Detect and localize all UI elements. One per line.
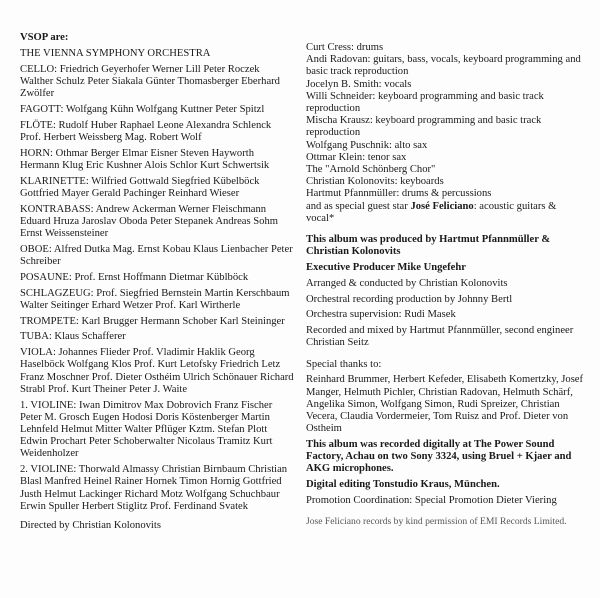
musician-line: Curt Cress: drums (306, 42, 384, 53)
section-viola: VIOLA: Johannes Flieder Prof. Vladimir Haklik Georg Haselböck Wolfgang Klos Prof. Kurt Letofsky Friedrich Letz Franz Moschner Prof. Dieter Osthéim Ulrich Schönauer Richard Strabl Prof. Kurt Theiner Peter J. Waite (20, 347, 294, 395)
produced-by: This album was produced by Hartmut Pfannmüller & Christian Kolonovits (306, 234, 551, 258)
digital-editing: Digital editing Tonstudio Kraus, München. (306, 479, 500, 491)
section-tuba: TUBA: Klaus Schafferer (20, 331, 126, 343)
special-guest-name: José Feliciano (410, 200, 474, 212)
section-posaune: POSAUNE: Prof. Ernst Hoffmann Dietmar Küblböck (20, 271, 249, 283)
directed-by: Directed by Christian Kolonovits (20, 520, 161, 532)
section-violine-2: 2. VIOLINE: Thorwald Almassy Christian Birnbaum Christian Blasl Manfred Heinel Rainer Hornek Timon Hornig Gottfried Justh Helmut Lackinger Richard Motz Wolfgang Schuchbaur Erwin Spuller Herbert Stiglitz Prof. Ferdinand Svatek (20, 464, 288, 512)
section-violine-1: 1. VIOLINE: Iwan Dimitrov Max Dobrovich Franz Fischer Peter M. Grosch Eugen Hodosi Doris Köstenberger Martin Lehnfeld Helmut Mitter Walter Pflüger Kztm. Stefan Plott Edwin Prochart Peter Schoberwalter Nicolaus Tramitz Kurt Weidenholzer (20, 399, 273, 460)
credit-line: Orchestra supervision: Rudi Masek (306, 309, 456, 321)
musician-line: Wolfgang Puschnik: alto sax (306, 139, 428, 151)
vsop-heading: VSOP are: (20, 32, 69, 43)
section-floete: FLÖTE: Rudolf Huber Raphael Leone Alexandra Schlenck Prof. Herbert Weissberg Mag. Robert Wolf (20, 119, 272, 143)
musician-line: Mischa Krausz: keyboard programming and basic track reproduction (306, 115, 542, 139)
credit-line: Arranged & conducted by Christian Kolonovits (306, 277, 508, 289)
credits-column (306, 42, 586, 528)
special-guest-suffix: : acoustic guitars & vocal* (306, 200, 557, 224)
special-thanks-list: Reinhard Brummer, Herbert Kefeder, Elisabeth Komertzky, Josef Manger, Helmuth Pichler, Christian Radovan, Helmuth Schärf, Angelika Simon, Wolfgang Simon, Rudi Spreizer, Christian Vecera, Claudia Vordermeier, Tom Ruisz and Prof. Dieter von Ostheim (306, 374, 584, 435)
credit-line: Recorded and mixed by Hartmut Pfannmüller, second engineer Christian Seitz (306, 325, 574, 349)
section-cello: CELLO: Friedrich Geyerhofer Werner Lill Peter Roczek Walther Schulz Peter Siakala Günter Thomasberger Eberhard Zwölfer (20, 63, 280, 99)
section-schlagzeug: SCHLAGZEUG: Prof. Siegfried Bernstein Martin Kerschbaum Walter Seitinger Erhard Wetzer Prof. Karl Wirtherle (20, 287, 290, 311)
credit-line: Orchestral recording production by Johnny Bertl (306, 293, 513, 305)
section-trompete: TROMPETE: Karl Brugger Hermann Schober Karl Steininger (20, 315, 285, 327)
promotion-coordination: Promotion Coordination: Special Promotion Dieter Viering (306, 495, 557, 507)
musician-line: Hartmut Pfannmüller: drums & percussions (306, 188, 492, 200)
special-guest-line (306, 201, 586, 225)
orchestra-name: THE VIENNA SYMPHONY ORCHESTRA (20, 47, 211, 59)
recording-info: This album was recorded digitally at The Power Sound Factory, Achau on two Sony 3324, using Bruel + Kjaer and AKG microphones. (306, 439, 572, 475)
orchestra-column (20, 32, 294, 532)
section-horn: HORN: Othmar Berger Elmar Eisner Steven Hayworth Hermann Klug Eric Kushner Alois Schlor Kurt Schwertsik (20, 147, 270, 171)
musician-line: Ottmar Klein: tenor sax (306, 151, 407, 163)
musician-line: Andi Radovan: guitars, bass, vocals, keyboard programming and basic track reproduction (306, 54, 581, 78)
section-oboe: OBOE: Alfred Dutka Mag. Ernst Kobau Klaus Lienbacher Peter Schreiber (20, 243, 293, 267)
musician-line: Jocelyn B. Smith: vocals (306, 78, 412, 90)
section-kontrabass: KONTRABASS: Andrew Ackerman Werner Fleischmann Eduard Hruza Jaroslav Oboda Peter Stepanek Andreas Sohm Ernst Weissensteiner (20, 203, 279, 239)
executive-producer: Executive Producer Mike Ungefehr (306, 262, 466, 274)
section-fagott: FAGOTT: Wolfgang Kühn Wolfgang Kuttner Peter Spitzl (20, 103, 265, 115)
special-thanks-heading: Special thanks to: (306, 358, 382, 370)
musician-line: Christian Kolonovits: keyboards (306, 176, 444, 188)
special-guest-prefix: and as special guest star (306, 200, 411, 212)
permission-footnote: Jose Feliciano records by kind permission of EMI Records Limited. (306, 516, 567, 528)
musician-line: The "Arnold Schönberg Chor" (306, 164, 436, 176)
section-klarinette: KLARINETTE: Wilfried Gottwald Siegfried Kübelböck Gottfried Mayer Gerald Pachinger Reinhard Wieser (20, 175, 260, 199)
musician-line: Willi Schneider: keyboard programming and basic track reproduction (306, 90, 544, 115)
